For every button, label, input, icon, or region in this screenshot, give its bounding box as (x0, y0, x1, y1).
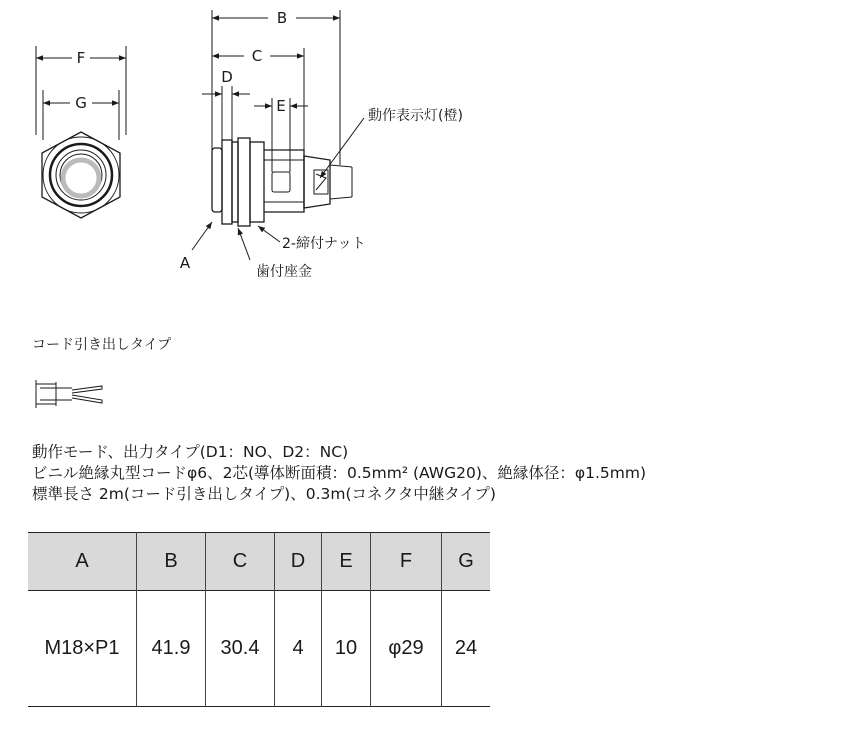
dim-label-A: A (179, 254, 191, 272)
table-cell-F: φ29 (371, 591, 442, 707)
table-row (28, 591, 490, 707)
table-header-D: D (275, 533, 322, 591)
front-view (42, 132, 120, 218)
table-header-B: B (137, 533, 206, 591)
table-header-C: C (206, 533, 275, 591)
table-cell-D: 4 (275, 591, 322, 707)
dim-label-B: B (276, 9, 288, 27)
dimension-labels (75, 9, 287, 272)
dim-label-G: G (75, 94, 87, 112)
dim-label-E: E (276, 97, 286, 115)
spec-line-cable: ビニル絶縁丸型コードφ6、2芯(導体断面積：0.5mm² (AWG20)、絶縁体径：φ1.5mm) (32, 464, 647, 482)
washer-callout: 歯付座金 (256, 264, 312, 280)
cord-icon (32, 376, 108, 412)
section-heading: コード引き出しタイプ (32, 337, 172, 353)
table-cell-A: M18×P1 (28, 591, 137, 707)
table-cell-G: 24 (454, 637, 478, 659)
dimension-table (28, 532, 490, 707)
table-header-F: F (371, 533, 442, 591)
spec-notes (32, 442, 646, 505)
callout-labels (256, 107, 463, 280)
nut-callout: 2-締付ナット (282, 236, 366, 252)
spec-line-output: 動作モード、出力タイプ(D1：NO、D2：NC) (32, 443, 349, 461)
indicator-callout: 動作表示灯(橙) (368, 108, 463, 124)
table-cell-E: 10 (322, 591, 371, 707)
table-header-G: G (458, 550, 474, 572)
table-header-E: E (322, 533, 371, 591)
spec-line-length: 標準長さ 2m(コード引き出しタイプ)、0.3m(コネクタ中継タイプ) (32, 485, 496, 503)
table-header-A: A (28, 533, 137, 591)
side-view (212, 138, 352, 226)
dim-label-F: F (76, 49, 86, 67)
dimension-drawing (0, 0, 852, 330)
dim-label-C: C (251, 47, 263, 65)
table-cell-B: 41.9 (137, 591, 206, 707)
dim-label-D: D (221, 68, 233, 86)
table-cell-C: 30.4 (206, 591, 275, 707)
table-header-row (28, 533, 490, 591)
